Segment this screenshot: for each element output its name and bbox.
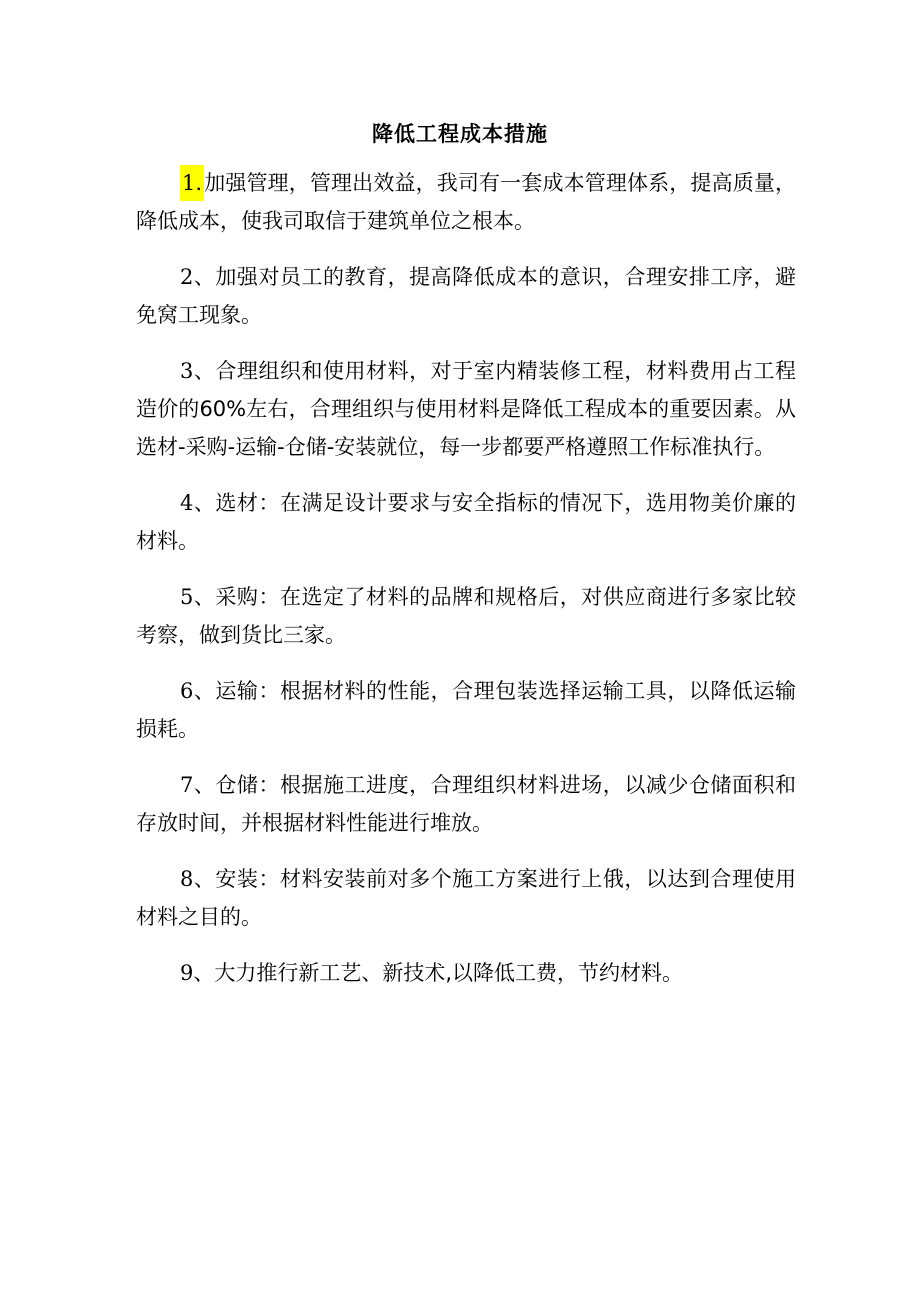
paragraph-2 xyxy=(136,258,796,334)
paragraph-number: 7、 xyxy=(180,773,216,797)
paragraph-number: 6、 xyxy=(180,679,216,703)
paragraph-5 xyxy=(136,578,796,654)
paragraph-number: 5、 xyxy=(180,585,216,609)
paragraph-number: 4、 xyxy=(180,491,216,515)
paragraph-text: 合理组织和使用材料，对于室内精装修工程，材料费用占工程造价的60%左右，合理组织与使用材料是降低工程成本的重要因素。从选材-采购-运输-仓储-安装就位，每一步都要严格遵照工作标准执行。 xyxy=(136,359,796,459)
paragraph-8 xyxy=(136,860,796,936)
paragraph-9 xyxy=(136,954,796,992)
paragraph-number: 8、 xyxy=(180,867,216,891)
document-title: 降低工程成本措施 xyxy=(372,122,548,146)
document-body xyxy=(136,164,796,1010)
paragraph-text: 选材：在满足设计要求与安全指标的情况下，选用物美价廉的材料。 xyxy=(136,491,796,553)
paragraph-number-highlighted: 1. xyxy=(180,165,204,201)
paragraph-7 xyxy=(136,766,796,842)
paragraph-4 xyxy=(136,484,796,560)
paragraph-text: 采购：在选定了材料的品牌和规格后，对供应商进行多家比较考察，做到货比三家。 xyxy=(136,585,796,647)
paragraph-text: 运输：根据材料的性能，合理包装选择运输工具，以降低运输损耗。 xyxy=(136,679,796,741)
paragraph-text: 安装：材料安装前对多个施工方案进行上俄，以达到合理使用材料之目的。 xyxy=(136,867,796,929)
paragraph-text: 加强管理，管理出效益，我司有一套成本管理体系，提高质量，降低成本，使我司取信于建筑单位之根本。 xyxy=(136,171,796,233)
paragraph-text: 仓储：根据施工进度，合理组织材料进场，以减少仓储面积和存放时间，并根据材料性能进行堆放。 xyxy=(136,773,796,835)
paragraph-3 xyxy=(136,352,796,466)
paragraph-text: 加强对员工的教育，提高降低成本的意识，合理安排工序，避免窝工现象。 xyxy=(136,265,796,327)
paragraph-number: 3、 xyxy=(180,359,216,383)
paragraph-number: 2、 xyxy=(180,265,216,289)
paragraph-text: 大力推行新工艺、新技术,以降低工费，节约材料。 xyxy=(214,961,684,985)
paragraph-number: 9、 xyxy=(180,961,215,985)
paragraph-1 xyxy=(136,164,796,240)
paragraph-6 xyxy=(136,672,796,748)
